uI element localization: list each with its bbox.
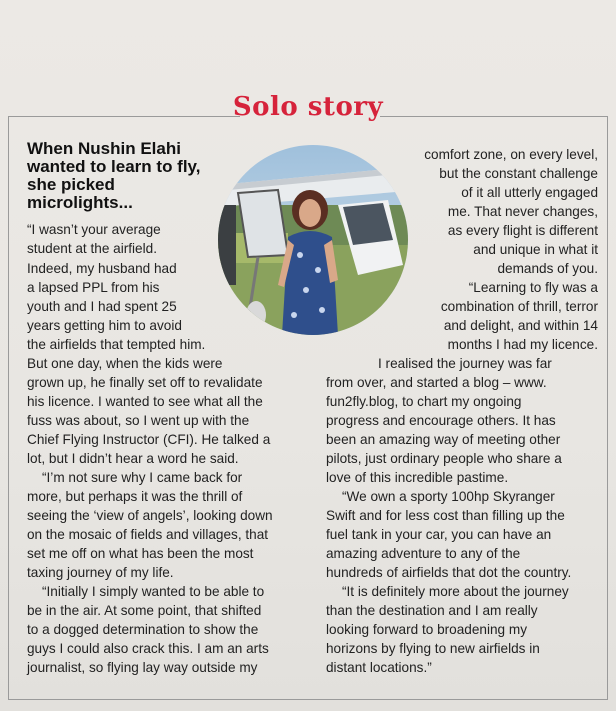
author-photo-illustration (218, 145, 408, 335)
left-column-line: Chief Flying Instructor (CFI). He talked a (27, 432, 271, 447)
right-column-line: looking forward to broadening my (326, 622, 527, 637)
left-column-line: taxing journey of my life. (27, 565, 174, 580)
right-column-line: than the destination and I am really (326, 603, 538, 618)
left-column-line: fuss was about, so I went up with the (27, 413, 250, 428)
right-column-line: months I had my licence. (447, 337, 598, 352)
left-column-line: “I’m not sure why I came back for (42, 470, 243, 485)
right-column-line: “It is definitely more about the journey (342, 584, 569, 599)
right-column-line: hundreds of airfields that dot the country. (326, 565, 572, 580)
right-column-line: me. That never changes, (447, 204, 598, 219)
article-headline: Solo story (232, 92, 384, 122)
right-column-line: distant locations.” (326, 660, 432, 675)
right-column-line: demands of you. (497, 261, 598, 276)
left-column-line: set me off on what has been the most (27, 546, 254, 561)
left-column-line: “I wasn’t your average (27, 222, 161, 237)
right-column-line: fuel tank in your car, you can have an (326, 527, 552, 542)
right-column-line: fun2fly.blog, to chart my ongoing (326, 394, 522, 409)
left-column-line: seeing the ‘view of angels’, looking down (27, 508, 273, 523)
right-column-line: and delight, and within 14 (443, 318, 598, 333)
left-column-line: grown up, he finally set off to revalidate (27, 375, 263, 390)
right-column-line: as every flight is different (447, 223, 598, 238)
left-column-line: But one day, when the kids were (27, 356, 223, 371)
right-column-line: love of this incredible pastime. (326, 470, 509, 485)
left-column-line: on the mosaic of fields and villages, that (27, 527, 269, 542)
right-column-line: progress and encourage others. It has (326, 413, 556, 428)
right-column-line: “We own a sporty 100hp Skyranger (342, 489, 555, 504)
left-column-line: be in the air. At some point, that shifted (27, 603, 262, 618)
right-column-line: horizons by flying to new airfields in (326, 641, 540, 656)
right-column-line: but the constant challenge (439, 166, 598, 181)
left-column-line: his licence. I wanted to see what all the (27, 394, 263, 409)
left-column-line: Indeed, my husband had (27, 261, 177, 276)
left-column-line: the airfields that tempted him. (27, 337, 206, 352)
left-column-line: a lapsed PPL from his (27, 280, 160, 295)
right-column-line: of it all utterly engaged (461, 185, 598, 200)
right-column-line: I realised the journey was far (378, 356, 552, 371)
left-column-line: guys I could also crack this. I am an arts (27, 641, 269, 656)
author-photo (218, 145, 408, 335)
left-column-line: more, but perhaps it was the thrill of (27, 489, 243, 504)
right-column-line: been an amazing way of meeting other (326, 432, 561, 447)
left-column-line: journalist, so flying lay way outside my (27, 660, 258, 675)
right-column-line: “Learning to fly was a (468, 280, 598, 295)
left-column-line: years getting him to avoid (27, 318, 182, 333)
right-column-line: and unique in what it (473, 242, 598, 257)
left-column-line: “Initially I simply wanted to be able to (42, 584, 265, 599)
right-column-line: from over, and started a blog – www. (326, 375, 547, 390)
left-column-line: lot, but I didn’t hear a word he said. (27, 451, 239, 466)
left-column-line: to a dogged determination to show the (27, 622, 259, 637)
right-column-line: Swift and for less cost than filling up the (326, 508, 565, 523)
right-column-line: comfort zone, on every level, (424, 147, 598, 162)
right-column-line: pilots, just ordinary people who share a (326, 451, 562, 466)
article-intro: When Nushin Elahi wanted to learn to fly, she picked microlights... (27, 139, 201, 212)
left-column-line: student at the airfield. (27, 241, 157, 256)
right-column-line: amazing adventure to any of the (326, 546, 521, 561)
left-column-line: youth and I had spent 25 (27, 299, 177, 314)
right-column-line: combination of thrill, terror (440, 299, 598, 314)
